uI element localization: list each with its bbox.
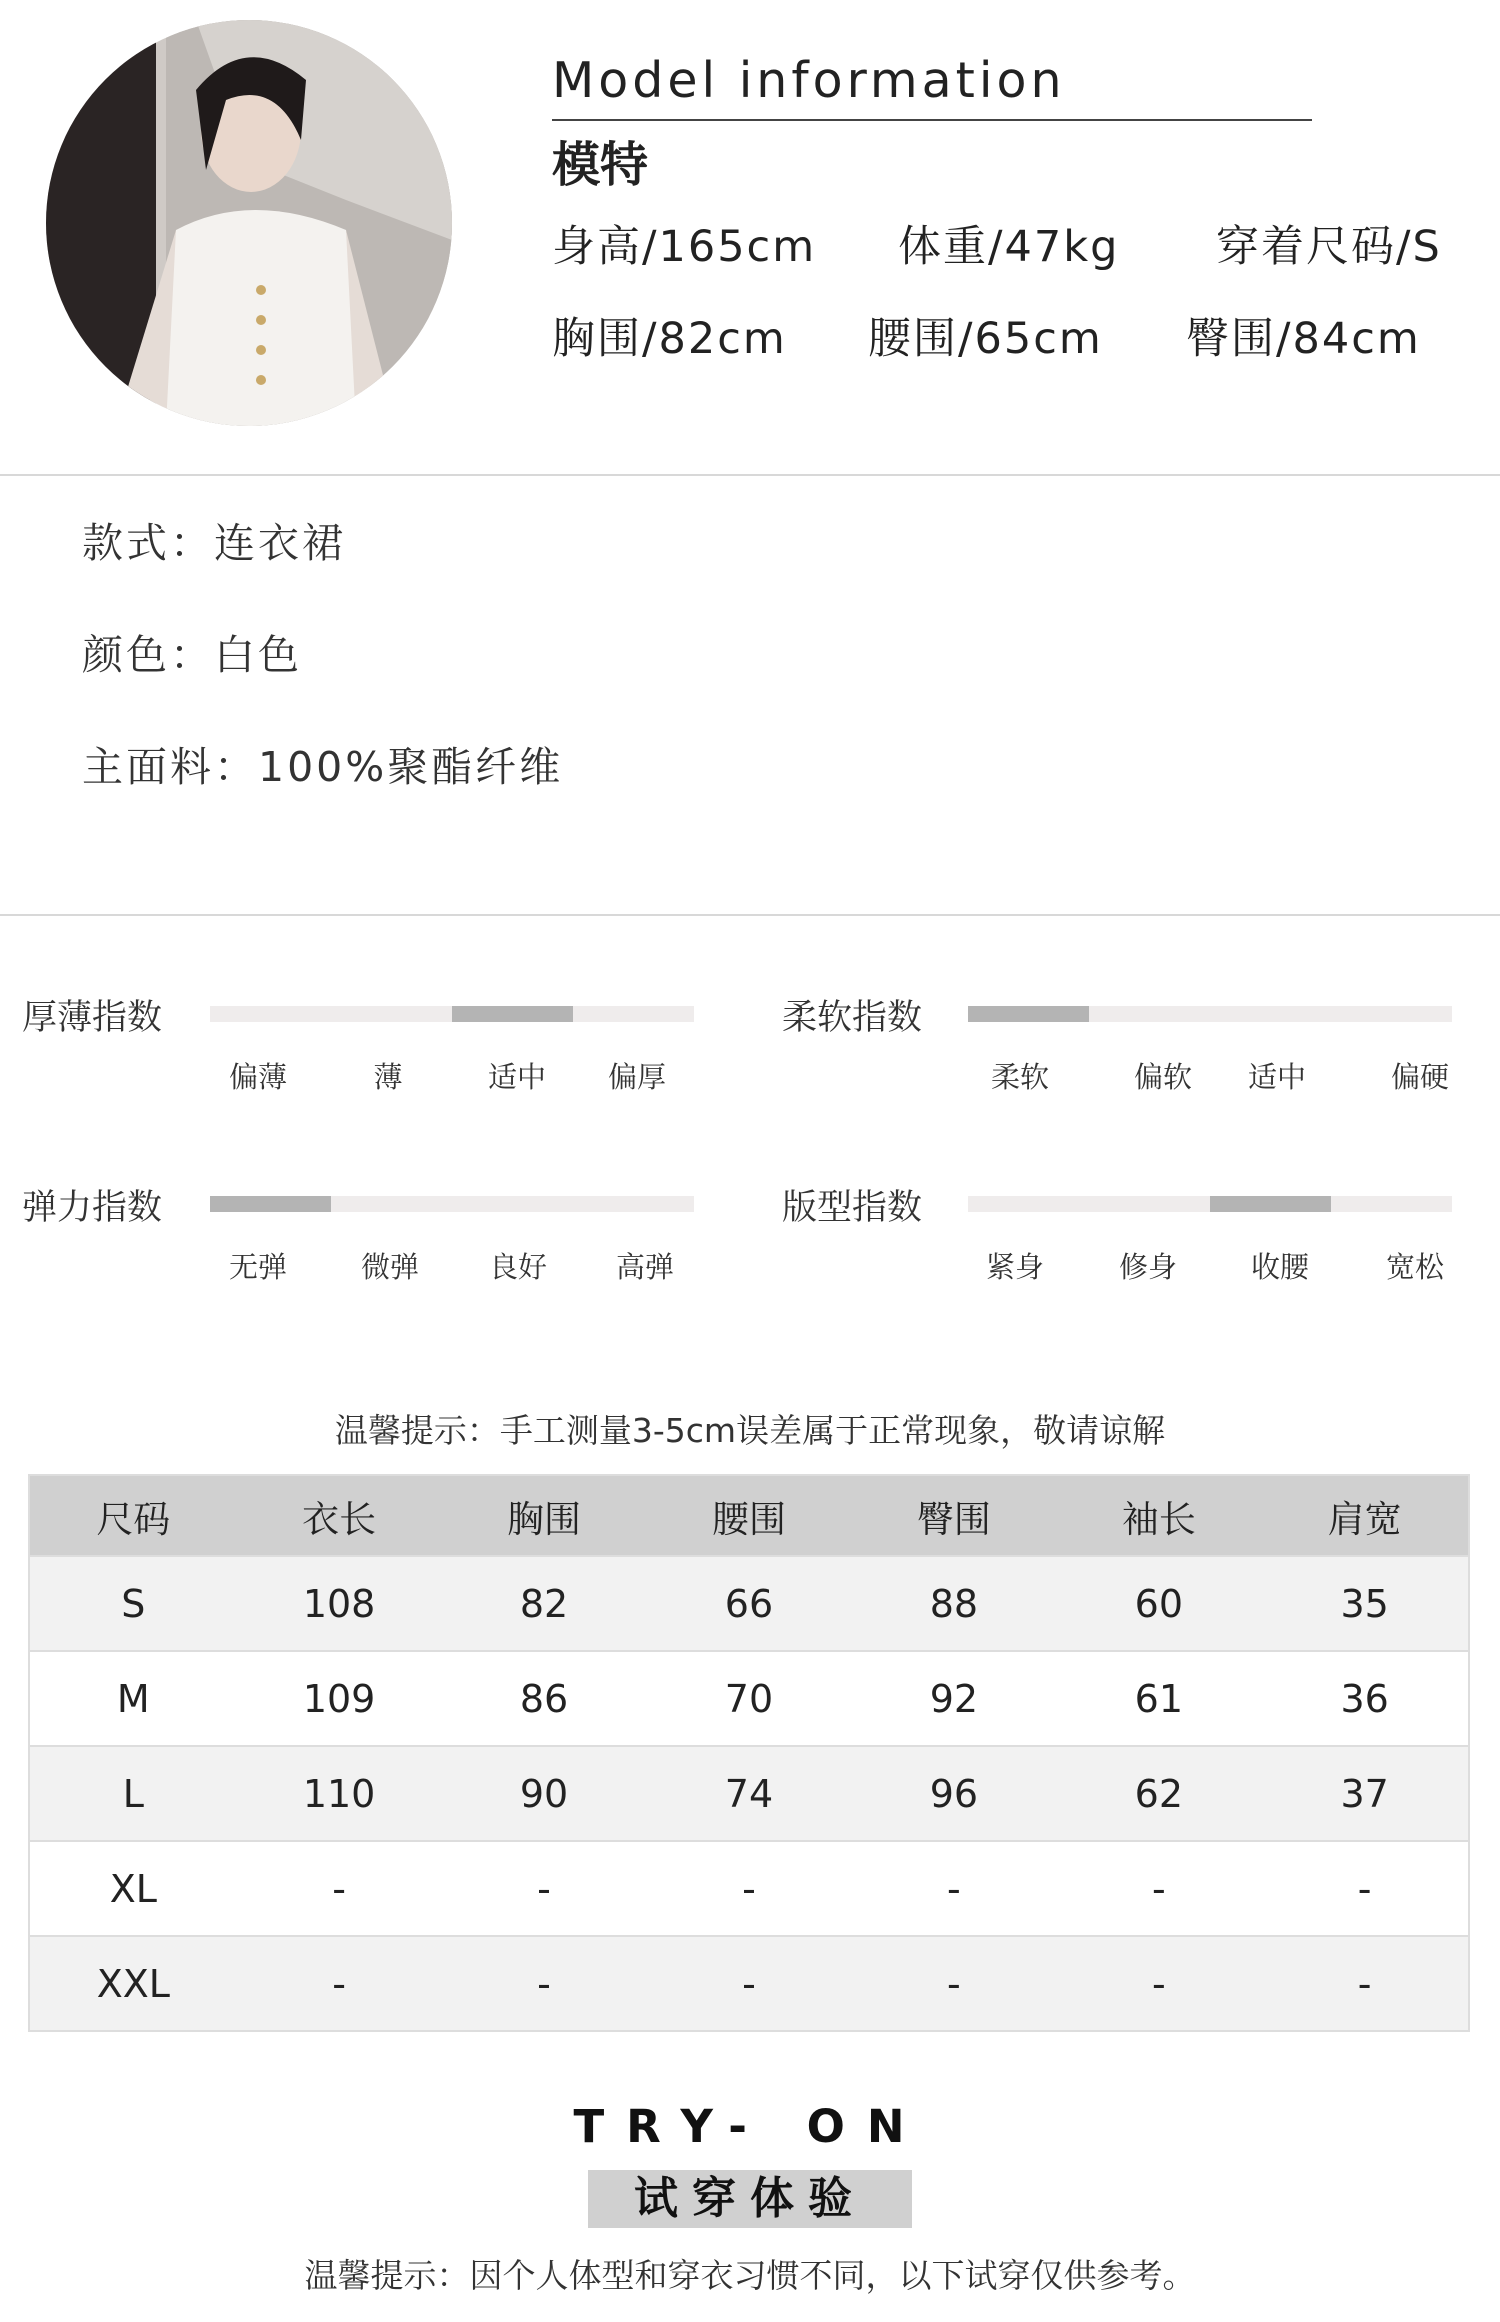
index-track bbox=[968, 1196, 1452, 1212]
table-cell: - bbox=[647, 1841, 852, 1936]
attr-fabric: 主面料：100%聚酯纤维 bbox=[82, 743, 564, 791]
index-option: 微弹 bbox=[360, 1250, 420, 1284]
index-option: 偏硬 bbox=[1390, 1060, 1450, 1094]
section-divider bbox=[0, 474, 1500, 476]
model-subtitle: 模特 bbox=[552, 137, 649, 193]
table-cell: 62 bbox=[1056, 1746, 1261, 1841]
stat-weight: 体重/47kg bbox=[898, 222, 1120, 272]
table-header: 袖长 bbox=[1056, 1475, 1261, 1556]
table-cell: 36 bbox=[1261, 1651, 1469, 1746]
table-cell: - bbox=[1261, 1936, 1469, 2031]
table-row bbox=[29, 1841, 1469, 1936]
model-photo bbox=[46, 20, 452, 426]
table-header: 肩宽 bbox=[1261, 1475, 1469, 1556]
index-option: 高弹 bbox=[615, 1250, 675, 1284]
table-cell: 92 bbox=[851, 1651, 1056, 1746]
table-header: 腰围 bbox=[647, 1475, 852, 1556]
table-header: 衣长 bbox=[237, 1475, 442, 1556]
index-option: 无弹 bbox=[228, 1250, 288, 1284]
table-cell: - bbox=[1261, 1841, 1469, 1936]
index-option: 偏软 bbox=[1133, 1060, 1193, 1094]
table-cell: - bbox=[1056, 1936, 1261, 2031]
index-option: 修身 bbox=[1118, 1250, 1178, 1284]
index-option: 偏薄 bbox=[228, 1060, 288, 1094]
index-level bbox=[1210, 1196, 1331, 1212]
index-label: 弹力指数 bbox=[22, 1188, 163, 1228]
table-cell: - bbox=[647, 1936, 852, 2031]
index-option: 紧身 bbox=[985, 1250, 1045, 1284]
size-table bbox=[28, 1474, 1470, 2032]
index-option: 收腰 bbox=[1250, 1250, 1310, 1284]
table-cell: 66 bbox=[647, 1556, 852, 1651]
stat-bust: 胸围/82cm bbox=[552, 314, 787, 364]
stat-hip: 臀围/84cm bbox=[1186, 314, 1421, 364]
title-divider bbox=[552, 119, 1312, 121]
tryon-subtitle: 试穿体验 bbox=[634, 2173, 866, 2224]
table-cell: - bbox=[442, 1841, 647, 1936]
table-cell: XXL bbox=[29, 1936, 237, 2031]
table-cell: 74 bbox=[647, 1746, 852, 1841]
table-row bbox=[29, 1651, 1469, 1746]
index-option: 适中 bbox=[1247, 1060, 1307, 1094]
table-cell: 61 bbox=[1056, 1651, 1261, 1746]
table-cell: 96 bbox=[851, 1746, 1056, 1841]
section-divider bbox=[0, 914, 1500, 916]
table-row bbox=[29, 1556, 1469, 1651]
table-cell: L bbox=[29, 1746, 237, 1841]
stat-height: 身高/165cm bbox=[552, 222, 817, 272]
index-option: 偏厚 bbox=[607, 1060, 667, 1094]
table-header: 尺码 bbox=[29, 1475, 237, 1556]
index-option: 薄 bbox=[373, 1060, 403, 1094]
index-label: 柔软指数 bbox=[782, 998, 923, 1038]
table-cell: 60 bbox=[1056, 1556, 1261, 1651]
index-track bbox=[210, 1196, 694, 1212]
table-cell: 37 bbox=[1261, 1746, 1469, 1841]
table-cell: 70 bbox=[647, 1651, 852, 1746]
table-row bbox=[29, 1746, 1469, 1841]
table-cell: S bbox=[29, 1556, 237, 1651]
table-cell: 108 bbox=[237, 1556, 442, 1651]
table-cell: 109 bbox=[237, 1651, 442, 1746]
table-cell: XL bbox=[29, 1841, 237, 1936]
size-measure-tip: 温馨提示：手工测量3-5cm误差属于正常现象，敬请谅解 bbox=[334, 1411, 1166, 1450]
table-cell: 86 bbox=[442, 1651, 647, 1746]
model-info-title: Model information bbox=[552, 52, 1066, 109]
table-cell: - bbox=[1056, 1841, 1261, 1936]
table-cell: 82 bbox=[442, 1556, 647, 1651]
table-cell: 110 bbox=[237, 1746, 442, 1841]
table-cell: 35 bbox=[1261, 1556, 1469, 1651]
stat-size-worn: 穿着尺码/S bbox=[1216, 222, 1442, 272]
tryon-title: TRY- ON bbox=[573, 2100, 927, 2153]
table-cell: - bbox=[442, 1936, 647, 2031]
index-label: 版型指数 bbox=[782, 1188, 923, 1228]
stat-waist: 腰围/65cm bbox=[868, 314, 1103, 364]
table-cell: M bbox=[29, 1651, 237, 1746]
index-track bbox=[210, 1006, 694, 1022]
index-level bbox=[968, 1006, 1089, 1022]
table-header-row bbox=[29, 1475, 1469, 1556]
index-track bbox=[968, 1006, 1452, 1022]
index-option: 柔软 bbox=[990, 1060, 1050, 1094]
table-header: 臀围 bbox=[851, 1475, 1056, 1556]
table-header: 胸围 bbox=[442, 1475, 647, 1556]
table-cell: - bbox=[237, 1841, 442, 1936]
index-level bbox=[210, 1196, 331, 1212]
table-cell: 88 bbox=[851, 1556, 1056, 1651]
table-cell: - bbox=[237, 1936, 442, 2031]
index-option: 适中 bbox=[487, 1060, 547, 1094]
index-level bbox=[452, 1006, 573, 1022]
table-cell: - bbox=[851, 1936, 1056, 2031]
table-row bbox=[29, 1936, 1469, 2031]
index-option: 宽松 bbox=[1385, 1250, 1445, 1284]
tryon-tip: 温馨提示：因个人体型和穿衣习惯不同，以下试穿仅供参考。 bbox=[304, 2256, 1196, 2295]
attr-style: 款式：连衣裙 bbox=[82, 519, 346, 567]
index-option: 良好 bbox=[488, 1250, 548, 1284]
index-label: 厚薄指数 bbox=[22, 998, 163, 1038]
attr-color: 颜色：白色 bbox=[82, 631, 302, 679]
table-cell: 90 bbox=[442, 1746, 647, 1841]
table-cell: - bbox=[851, 1841, 1056, 1936]
